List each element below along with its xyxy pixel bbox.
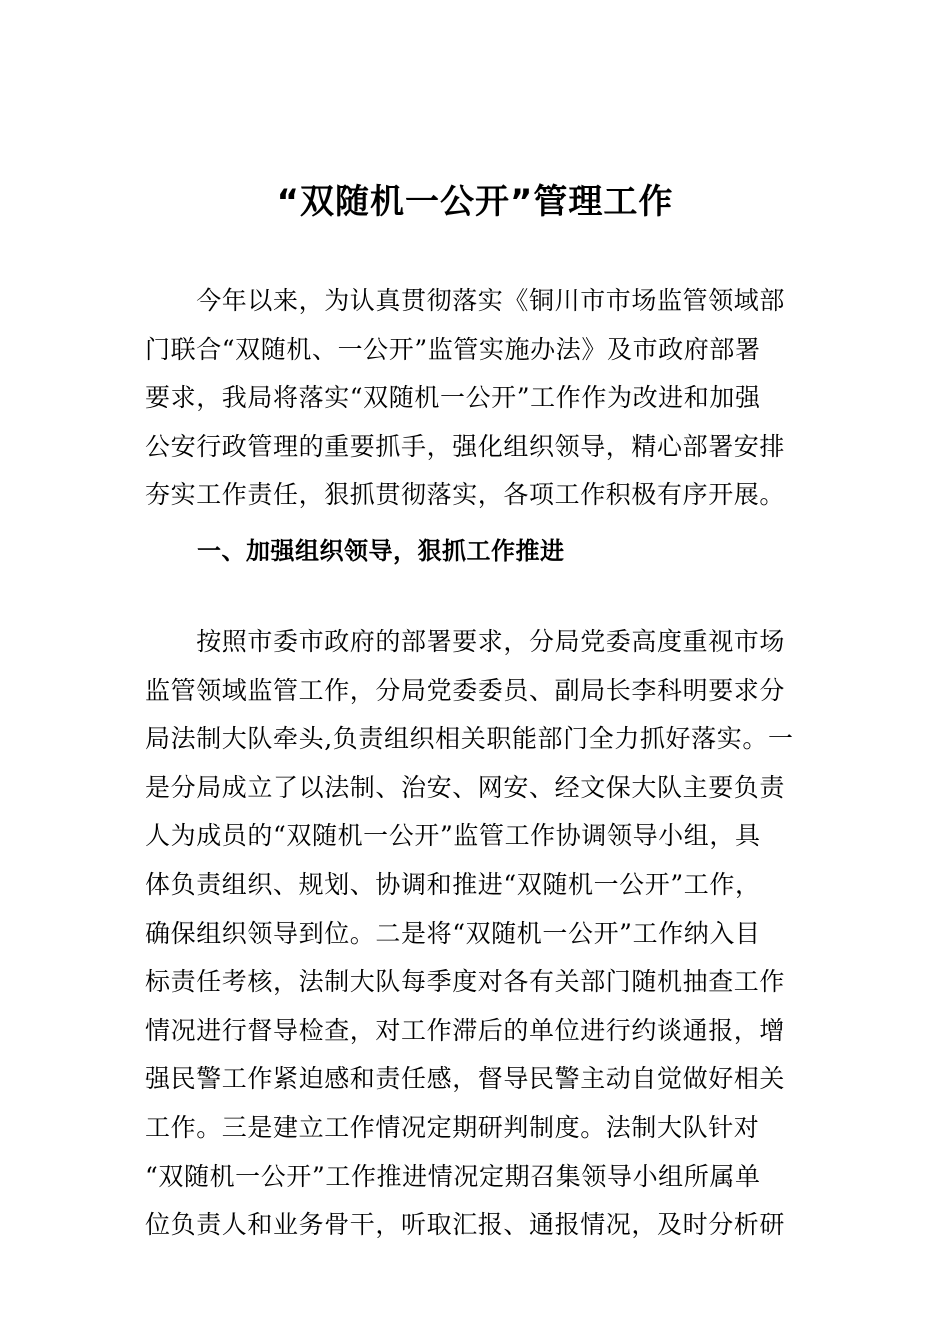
text-line: 强民警工作紧迫感和责任感，督导民警主动自觉做好相关 — [145, 1064, 786, 1094]
text-line: 今年以来，为认真贯彻落实《铜川市市场监管领域部 — [145, 286, 786, 315]
paragraph-section1 — [145, 618, 809, 1250]
text-line: 位负责人和业务骨干，听取汇报、通报情况，及时分析研 — [145, 1210, 786, 1240]
text-line: 门联合“双随机、一公开”监管实施办法》及市政府部署 — [145, 334, 761, 364]
text-line: 按照市委市政府的部署要求，分局党委高度重视市场 — [145, 627, 786, 656]
text-line: 人为成员的“双随机一公开”监管工作协调领导小组，具 — [145, 821, 761, 851]
text-line: 确保组织领导到位。二是将“双随机一公开”工作纳入目 — [145, 918, 761, 948]
text-line: 要求，我局将落实“双随机一公开”工作作为改进和加强 — [145, 383, 761, 413]
text-line: 夯实工作责任，狠抓贯彻落实，各项工作积极有序开展。 — [145, 480, 786, 510]
section-heading: 一、加强组织领导，狠抓工作推进 — [197, 537, 565, 565]
text-line: “双随机一公开”工作推进情况定期召集领导小组所属单 — [145, 1161, 761, 1191]
text-line: 监管领域监管工作，分局党委委员、副局长李科明要求分 — [145, 675, 786, 705]
text-line: 情况进行督导检查，对工作滞后的单位进行约谈通报，增 — [145, 1015, 786, 1045]
paragraph-intro — [145, 277, 809, 520]
text-line: 工作。三是建立工作情况定期研判制度。法制大队针对 — [145, 1112, 760, 1142]
text-line: 是分局成立了以法制、治安、网安、经文保大队主要负责 — [145, 772, 786, 802]
document-title: “双随机一公开”管理工作 — [276, 182, 674, 222]
text-line: 公安行政管理的重要抓手，强化组织领导，精心部署安排 — [145, 431, 786, 461]
text-line: 局法制大队牵头,负责组织相关职能部门全力抓好落实。一 — [145, 724, 794, 754]
text-line: 体负责组织、规划、协调和推进“双随机一公开”工作， — [145, 869, 761, 899]
text-line: 标责任考核，法制大队每季度对各有关部门随机抽查工作 — [145, 967, 786, 997]
